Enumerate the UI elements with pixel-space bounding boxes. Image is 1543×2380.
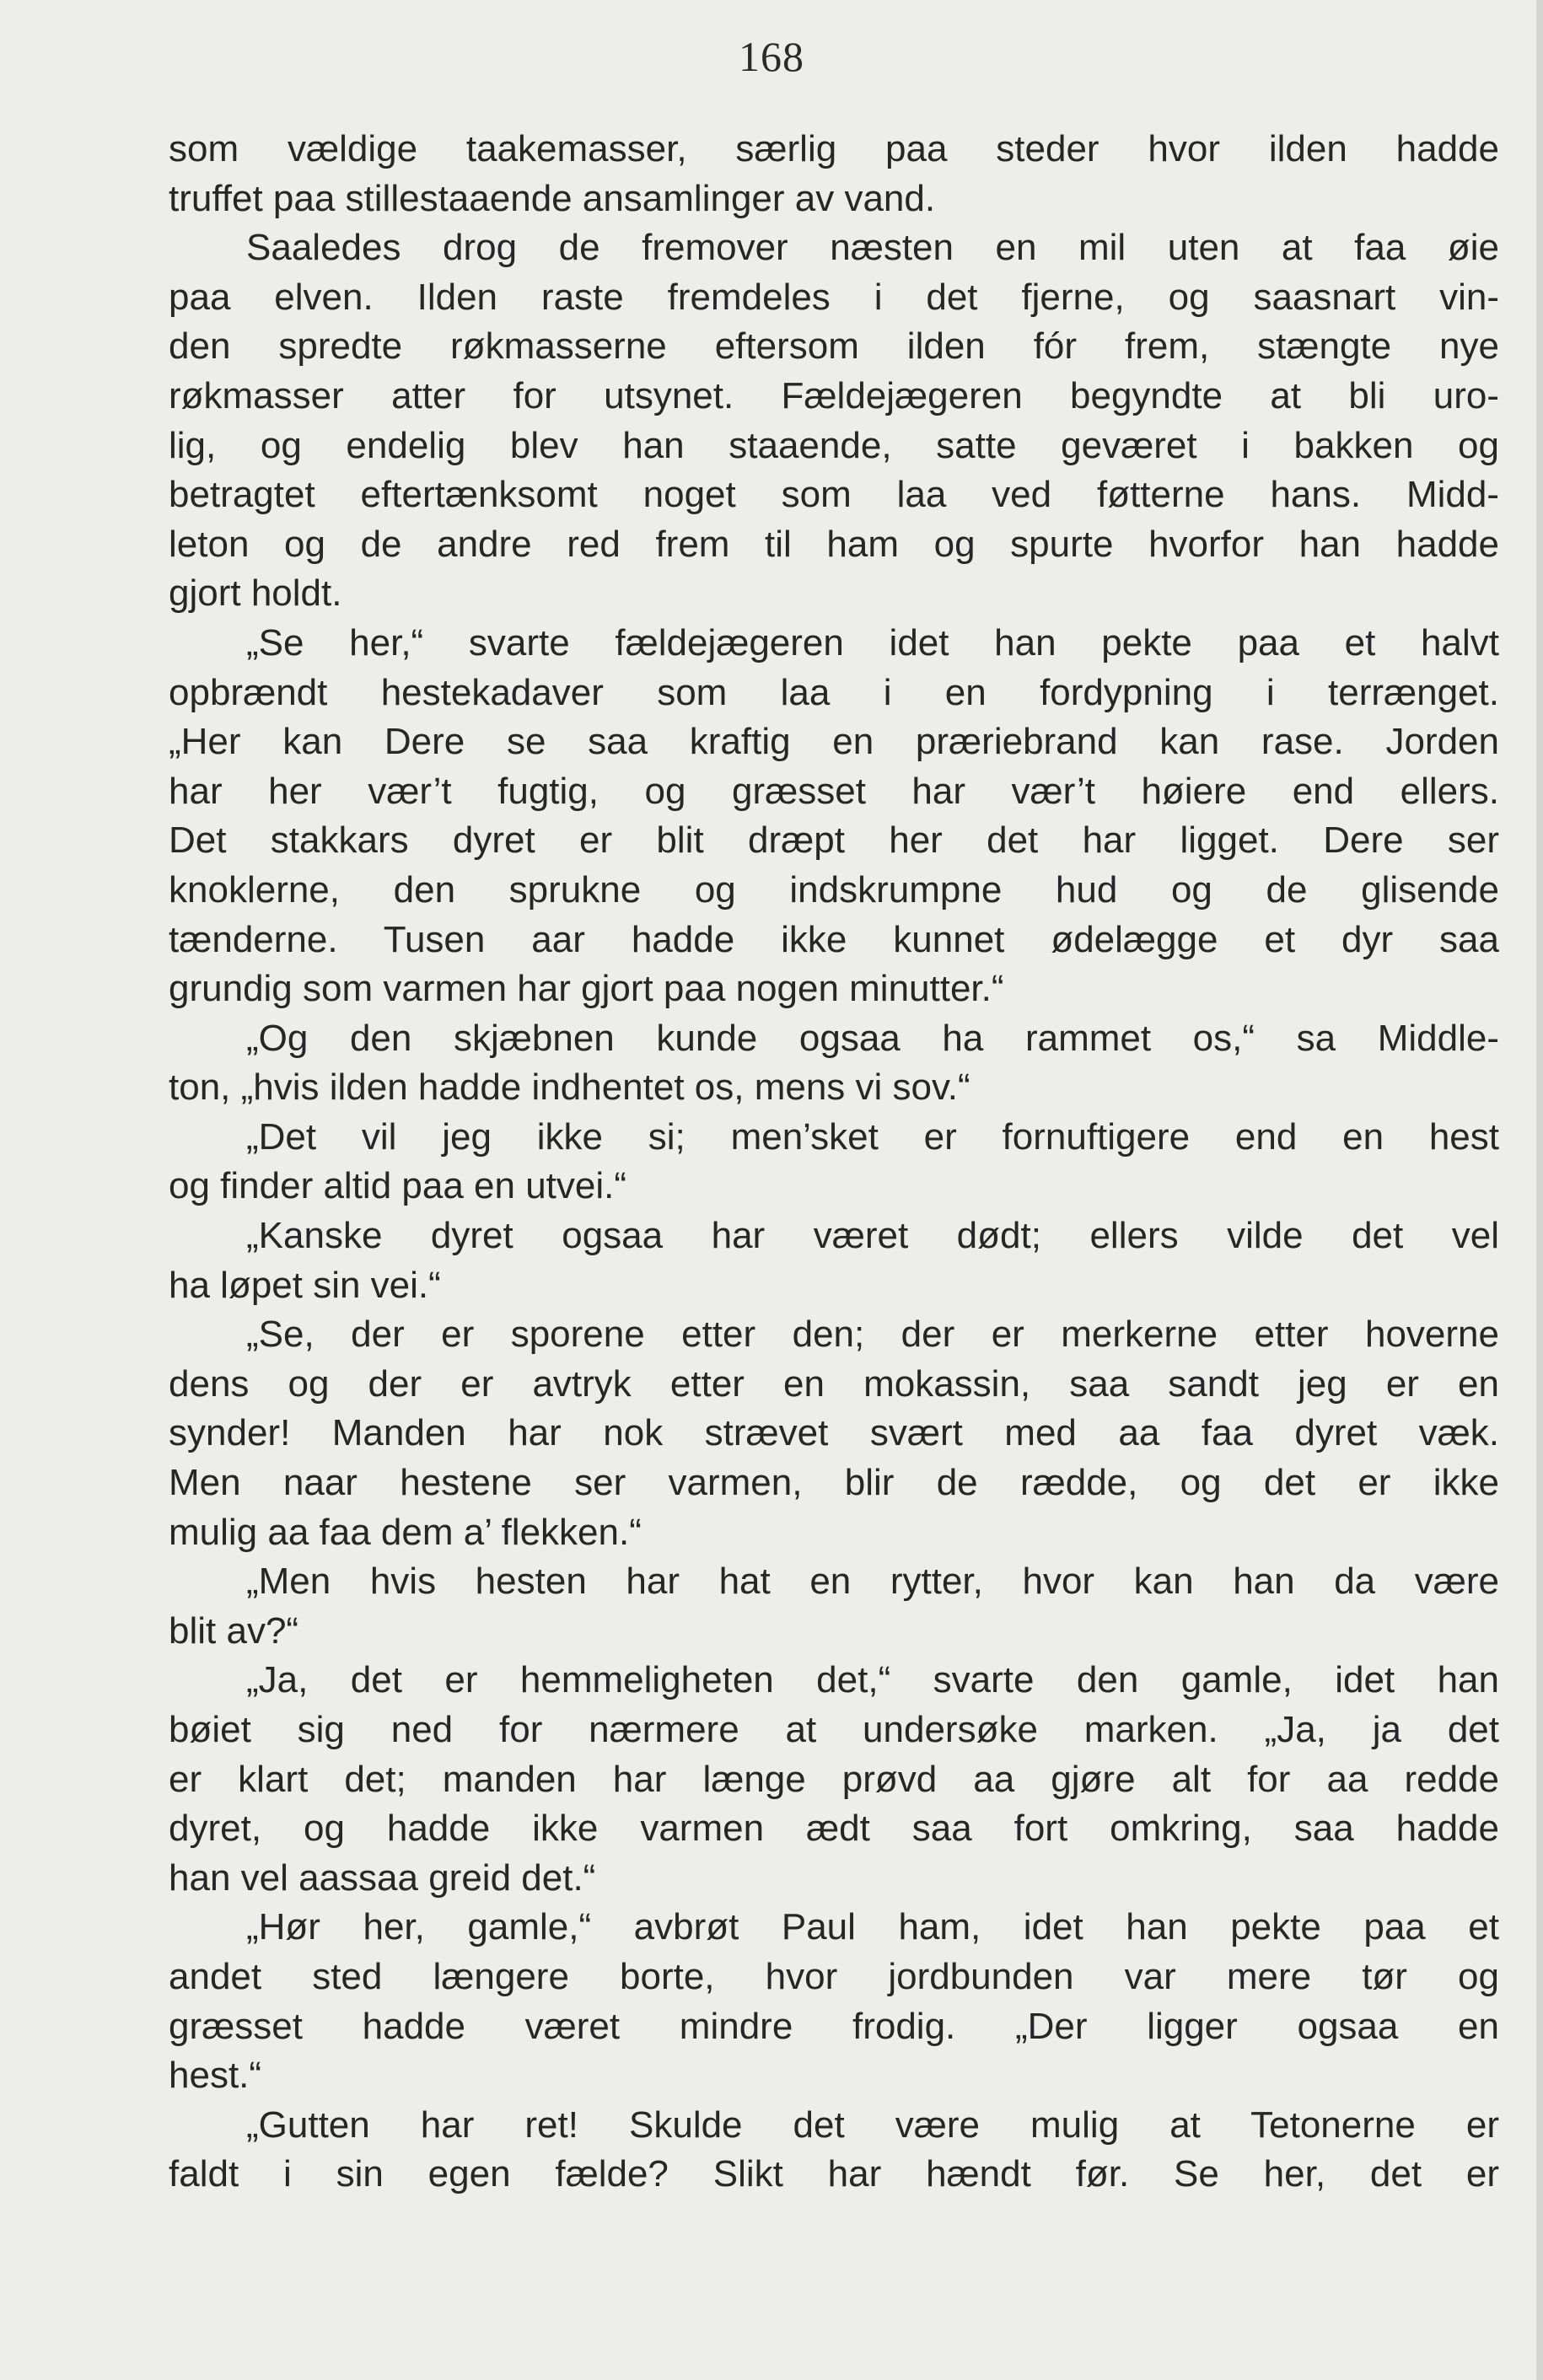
text-line: er klart det; manden har længe prøvd aa gjøre alt for aa redde (169, 1758, 1499, 1800)
page-edge (1536, 0, 1543, 2380)
page-number: 168 (739, 33, 804, 80)
text-line: bøiet sig ned for nærmere at undersøke marken. „Ja, ja det (169, 1709, 1499, 1750)
text-line: „Se, der er sporene etter den; der er merkerne etter hoverne (246, 1314, 1499, 1356)
text-line: tænderne. Tusen aar hadde ikke kunnet ødelægge et dyr saa (169, 918, 1499, 960)
text-line: „Hør her, gamle,“ avbrøt Paul ham, idet han pekte paa et (246, 1906, 1499, 1948)
text-line: faldt i sin egen fælde? Slikt har hændt før. Se her, det er (169, 2153, 1499, 2195)
text-line: leton og de andre red frem til ham og spurte hvorfor han hadde (169, 523, 1499, 565)
text-line: truffet paa stillestaaende ansamlinger av vand. (169, 177, 936, 219)
text-line: Saaledes drog de fremover næsten en mil uten at faa øie (246, 227, 1499, 269)
text-line: mulig aa faa dem a’ flekken.“ (169, 1511, 642, 1553)
text-line: Men naar hestene ser varmen, blir de rædde, og det er ikke (169, 1462, 1499, 1504)
text-line: „Det vil jeg ikke si; men’sket er fornuftigere end en hest (246, 1115, 1499, 1158)
text-line: hest.“ (169, 2055, 262, 2097)
text-line: røkmasser atter for utsynet. Fældejægeren begyndte at bli uro- (169, 374, 1499, 416)
text-line: „Men hvis hesten har hat en rytter, hvor kan han da være (246, 1561, 1499, 1603)
text-line: dens og der er avtryk etter en mokassin, saa sandt jeg er en (169, 1362, 1499, 1405)
text-line: „Ja, det er hemmeligheten det,“ svarte den gamle, idet han (246, 1659, 1499, 1701)
text-line: græsset hadde været mindre frodig. „Der ligger ogsaa en (169, 2005, 1499, 2047)
text-line: knoklerne, den sprukne og indskrumpne hud og de glisende (169, 868, 1499, 911)
text-line: paa elven. Ilden raste fremdeles i det fjerne, og saasnart vin- (169, 276, 1499, 318)
text-line: synder! Manden har nok strævet svært med aa faa dyret væk. (169, 1412, 1499, 1454)
text-line: han vel aassaa greid det.“ (169, 1856, 596, 1899)
text-line: den spredte røkmasserne eftersom ilden fór frem, stængte nye (169, 325, 1499, 368)
text-line: blit av?“ (169, 1609, 299, 1652)
text-line: „Her kan Dere se saa kraftig en præriebrand kan rase. Jorden (169, 721, 1499, 763)
body-text (169, 125, 1499, 2200)
text-line: lig, og endelig blev han staaende, satte geværet i bakken og (169, 424, 1499, 466)
text-line: Det stakkars dyret er blit dræpt her det har ligget. Dere ser (169, 819, 1499, 862)
text-line: opbrændt hestekadaver som laa i en fordypning i terrænget. (169, 671, 1499, 713)
text-line: grundig som varmen har gjort paa nogen minutter.“ (169, 968, 1004, 1010)
text-line: „Se her,“ svarte fældejægeren idet han pekte paa et halvt (246, 621, 1499, 663)
text-line: har her vær’t fugtig, og græsset har vær’t høiere end ellers. (169, 770, 1499, 812)
text-line: „Kanske dyret ogsaa har været dødt; ellers vilde det vel (246, 1215, 1499, 1257)
text-line: dyret, og hadde ikke varmen ædt saa fort omkring, saa hadde (169, 1808, 1499, 1850)
text-line: ha løpet sin vei.“ (169, 1264, 441, 1306)
text-line: andet sted længere borte, hvor jordbunden var mere tør og (169, 1955, 1499, 1997)
text-line: betragtet eftertænksomt noget som laa ved føtterne hans. Midd- (169, 474, 1499, 516)
text-line: „Gutten har ret! Skulde det være mulig at Tetonerne er (246, 2103, 1499, 2146)
text-line: gjort holdt. (169, 572, 342, 615)
text-line: og finder altid paa en utvei.“ (169, 1165, 627, 1207)
text-line: „Og den skjæbnen kunde ogsaa ha rammet os,“ sa Middle- (246, 1017, 1499, 1059)
text-line: ton, „hvis ilden hadde indhentet os, mens vi sov.“ (169, 1066, 970, 1109)
text-line: som vældige taakemasser, særlig paa steder hvor ilden hadde (169, 128, 1499, 169)
